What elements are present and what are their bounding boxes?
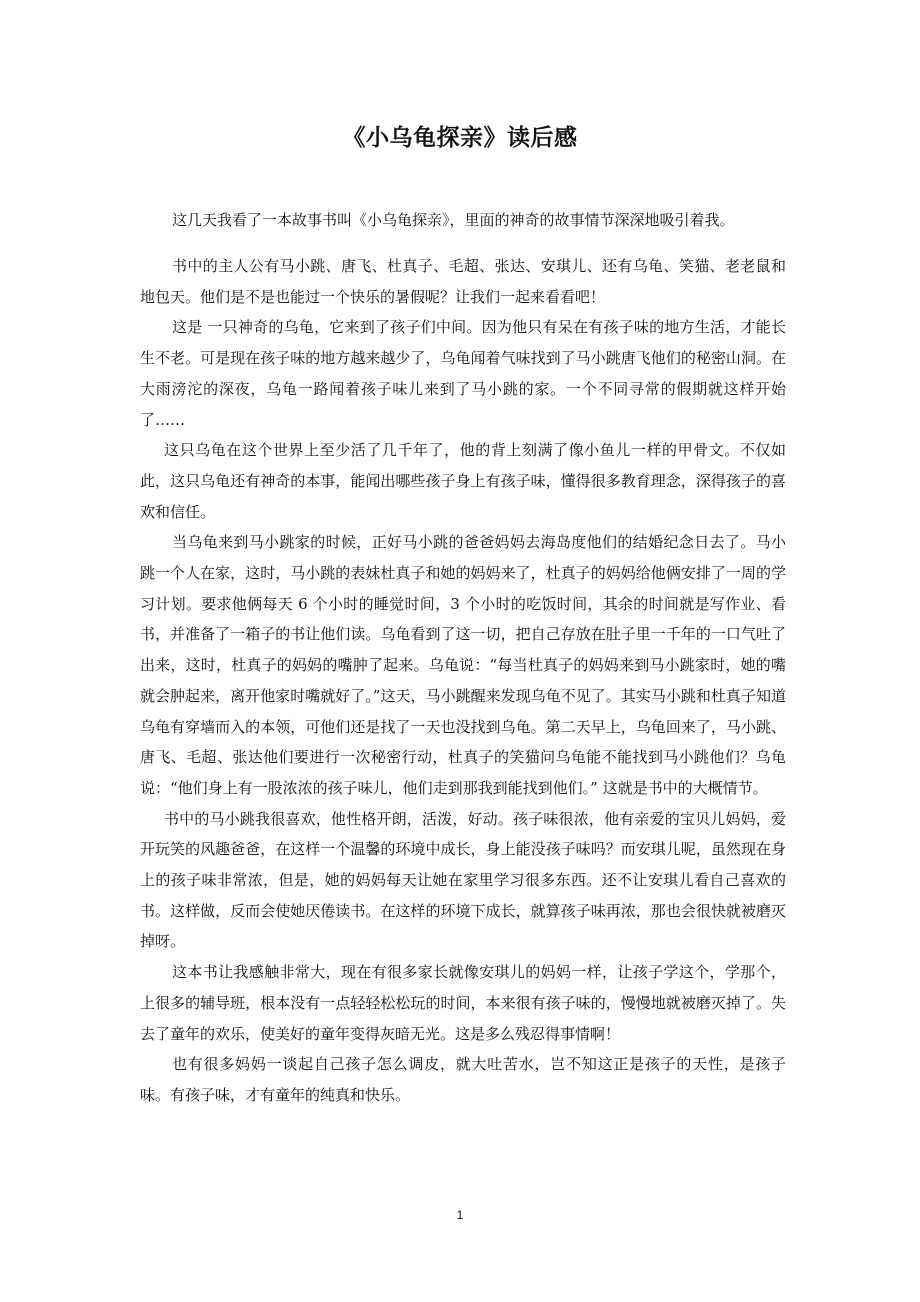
paragraph-characters: 书中的主人公有马小跳、唐飞、杜真子、毛超、张达、安琪儿、还有乌龟、笑猫、老老鼠和地包天。他们是不是也能过一个快乐的暑假呢？让我们一起来看看吧！ — [140, 257, 786, 306]
page-number: 1 — [456, 1208, 464, 1222]
paragraph-ma-xiaotiao: 书中的马小跳我很喜欢，他性格开朗，活泼，好动。孩子味很浓，他有亲爱的宝贝儿妈妈，爱开玩笑的风趣爸爸，在这样一个温馨的环境中成长，身上能没孩子味吗？而安琪儿呢，虽然现在身上的孩子味非常浓，但是，她的妈妈每天让她在家里学习很多东西。还不让安琪儿看自己喜欢的书。这样做，反而会使她厌倦读书。在这样的环境下成长，就算孩子味再浓，那也会很快就被磨灭掉呀。 — [140, 809, 786, 951]
document-body — [140, 251, 786, 1111]
paragraph-turtle-ability: 这只乌龟在这个世界上至少活了几千年了，他的背上刻满了像小鱼儿一样的甲骨文。不仅如此，这只乌龟还有神奇的本事，能闻出哪些孩子身上有孩子味，懂得很多教育理念，深得孩子的喜欢和信任。 — [140, 441, 786, 521]
paragraph-plot: 当乌龟来到马小跳家的时候，正好马小跳的爸爸妈妈去海岛度他们的结婚纪念日去了。马小跳一个人在家，这时，马小跳的表妹杜真子和她的妈妈来了，杜真子的妈妈给他俩安排了一周的学习计划。要求他俩每天 6 个小时的睡觉时间，3 个小时的吃饭时间，其余的时间就是写作业、看书，并准备了一箱子的书让他们读。乌龟看到了这一切，把自己存放在肚子里一千年的一口气吐了出来，这时，杜真子的妈妈的嘴肿了起来。乌龟说：“每当杜真子的妈妈来到马小跳家时，她的嘴就会肿起来，离开他家时嘴就好了。”这天，马小跳醒来发现乌龟不见了。其实马小跳和杜真子知道乌龟有穿墙而入的本领，可他们还是找了一天也没找到乌龟。第二天早上，乌龟回来了，马小跳、唐飞、毛超、张达他们要进行一次秘密行动，杜真子的笑猫问乌龟能不能找到马小跳他们？乌龟说：“他们身上有一股浓浓的孩子味儿，他们走到那我到能找到他们。” 这就是书中的大概情节。 — [140, 533, 786, 797]
paragraph-turtle-arrival: 这是 一只神奇的乌龟，它来到了孩子们中间。因为他只有呆在有孩子味的地方生活，才能长生不老。可是现在孩子味的地方越来越少了，乌龟闻着气味找到了马小跳唐飞他们的秘密山洞。在大雨滂沱的深夜，乌龟一路闻着孩子味儿来到了马小跳的家。一个不同寻常的假期就这样开始了…… — [140, 318, 786, 429]
paragraph-conclusion: 也有很多妈妈一谈起自己孩子怎么调皮，就大吐苦水，岂不知这正是孩子的天性，是孩子味。有孩子味，才有童年的纯真和快乐。 — [140, 1055, 786, 1104]
paragraph-intro: 这几天我看了一本故事书叫《小乌龟探亲》，里面的神奇的故事情节深深地吸引着我。 — [172, 211, 735, 229]
paragraph-reflection: 这本书让我感触非常大，现在有很多家长就像安琪儿的妈妈一样，让孩子学这个，学那个，上很多的辅导班，根本没有一点轻轻松松玩的时间，本来很有孩子味的，慢慢地就被磨灭掉了。失去了童年的欢乐，使美好的童年变得灰暗无光。这是多么残忍得事情啊！ — [140, 963, 786, 1043]
document-title: 《小乌龟探亲》读后感 — [342, 125, 578, 151]
